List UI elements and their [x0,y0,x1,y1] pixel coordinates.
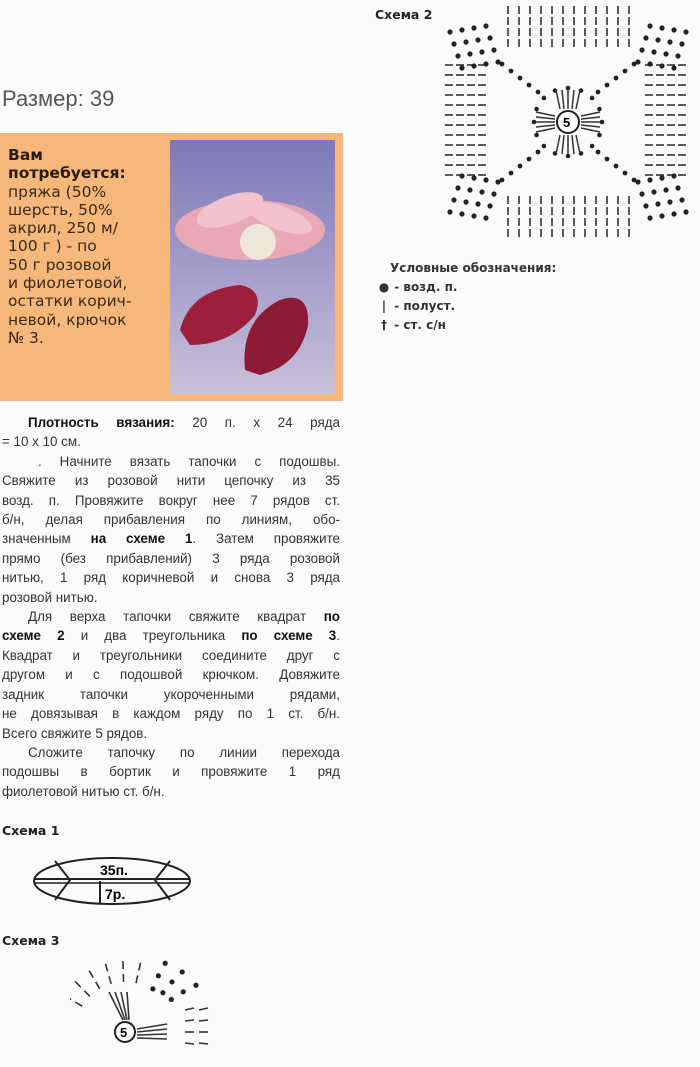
chain-dot [597,107,602,112]
chain-dot [663,51,668,56]
scheme2-center: 5 [563,115,571,130]
chain-dot [459,173,464,178]
stitch-mark [199,1043,208,1044]
materials-line: № 3. [8,328,44,347]
chain-dot [193,983,198,988]
text-segment: Сложите тапочку по линии перехода [28,744,340,760]
bold-text: Плотность вязания: [28,415,175,430]
chain-dot [463,39,468,44]
stitch-mark [70,995,71,999]
chain-dot [600,120,605,125]
legend-item [378,297,556,316]
text-line [2,704,340,723]
scheme1-diagram [30,855,195,910]
chain-dot [596,150,601,155]
text-line [2,588,340,607]
chain-dot [518,76,523,81]
chain-dot [475,37,480,42]
text-segment: другом и с подошвой крючком. Довяжите [2,667,340,683]
text-segment: розовой нитью. [2,589,98,605]
chain-dot [150,986,155,991]
text-segment: нитью, 1 ряд коричневой и снова 3 ряда [2,570,340,586]
text-segment: б/н, делая прибавления по линиям, обо- [2,512,340,528]
chain-dot [509,171,514,176]
chain-dot [671,211,676,216]
bold-text: по схеме 3 [241,628,337,644]
chain-dot [455,53,460,58]
chain-dot [447,209,452,214]
chain-dot [467,51,472,56]
legend-text: - ст. с/н [394,318,446,332]
chain-dot [542,96,547,101]
dc-stitch [137,1024,167,1029]
chain-dot [566,154,571,159]
chain-dot [566,86,571,91]
chain-dot [500,62,505,67]
text-segment: . Начните вязать тапочки с подошвы. [2,453,340,469]
dc-stitch [137,1029,167,1032]
chain-dot [459,27,464,32]
text-segment: задник тапочки укороченными рядами, [2,686,340,702]
chain-dot [169,997,174,1002]
dc-stitch [581,128,600,132]
chain-dot [451,41,456,46]
chain-dot [536,90,541,95]
text-segment: фиолетовой нитью ст. б/н. [2,783,165,799]
stitch-mark [199,1020,208,1021]
chain-dot [605,83,610,88]
chain-dot [532,120,537,125]
text-segment: и два треугольника [64,628,242,644]
bold-text: по [323,609,340,625]
legend [378,259,556,335]
text-segment: Для верха тапочки свяжите квадрат [28,609,324,625]
chain-dot [534,133,539,138]
text-line [2,432,340,451]
text-segment: подошвы в бортик и провяжите 1 ряд [2,764,340,780]
text-line [2,491,340,510]
stitch-mark [109,976,111,984]
chain-dot [471,175,476,180]
dc-stitch [576,90,580,109]
chain-dot [447,29,452,34]
instructions-text [2,413,340,801]
legend-symbol-icon: ● [378,280,390,294]
chain-dot [667,39,672,44]
legend-text: - возд. п. [394,280,458,294]
chain-dot [471,63,476,68]
materials-line: невой, крючок [8,310,127,329]
scheme3-label: Схема 3 [2,933,60,948]
text-line [2,568,340,587]
text-segment: 20 п. х 24 ряда [174,415,340,430]
text-line [2,549,340,568]
dc-stitch [572,135,574,154]
chain-dot [659,25,664,30]
scheme1-rows-label: 7р. [105,886,126,902]
text-line [2,724,340,743]
stitch-mark [199,1008,208,1010]
chain-dot [623,171,628,176]
chain-dot [659,63,664,68]
chain-dot [623,69,628,74]
text-segment: Всего свяжите 5 рядов. [2,725,148,741]
chain-dot [483,215,488,220]
stitch-mark [185,1020,194,1021]
materials-line: и фиолетовой, [8,274,128,293]
chain-dot [590,144,595,149]
chain-dot [647,177,652,182]
chain-dot [180,969,185,974]
dc-stitch [576,135,580,154]
chain-dot [463,199,468,204]
chain-dot [479,49,484,54]
chain-dot [491,47,496,52]
chain-dot [451,197,456,202]
chain-dot [536,150,541,155]
chain-dot [181,989,186,994]
chain-dot [632,62,637,67]
stitch-mark [89,971,93,978]
chain-dot [643,203,648,208]
chain-dot [459,65,464,70]
chain-dot [632,178,637,183]
chain-dot [527,83,532,88]
chain-dot [518,164,523,169]
chain-dot [647,215,652,220]
text-line [2,743,340,762]
chain-dot [655,201,660,206]
stitch-mark [136,975,138,983]
chain-dot [471,213,476,218]
chain-dot [651,49,656,54]
text-line [2,471,340,490]
text-segment: . [336,628,340,644]
stitch-mark [185,1043,194,1044]
materials-text [8,146,168,347]
text-segment: прямо (без прибавлений) 3 ряда розовой [2,550,340,566]
chain-dot [675,185,680,190]
scheme3-center: 5 [120,1025,128,1040]
materials-line: пряжа (50% [8,182,107,201]
chain-dot [479,189,484,194]
dc-stitch [572,90,574,109]
chain-dot [605,157,610,162]
dc-stitch [562,90,564,109]
text-segment: не довязывая в каждом ряду по 1 ст. б/н. [2,706,340,722]
stitch-mark [75,981,81,987]
dc-stitch [581,117,600,119]
dc-stitch [137,1038,167,1039]
dc-stitch [536,117,555,119]
chain-dot [663,187,668,192]
chain-dot [163,961,168,966]
chain-dot [683,209,688,214]
text-line [2,646,340,665]
dc-stitch [137,1034,167,1035]
text-line [2,607,340,626]
text-line [2,782,340,801]
scheme2-diagram [440,0,695,240]
stitch-mark [84,991,90,997]
chain-dot [679,41,684,46]
chain-dot [614,76,619,81]
materials-line: акрил, 250 м/ [8,219,118,238]
chain-dot [455,185,460,190]
text-line [2,685,340,704]
chain-dot [675,53,680,58]
chain-dot [467,187,472,192]
text-segment: Свяжите из розовой нити цепочку из 35 [2,473,340,489]
chain-dot [659,213,664,218]
dc-stitch [581,125,600,127]
chain-dot [596,90,601,95]
materials-line: шерсть, 50% [8,200,113,219]
stitch-mark [96,982,100,989]
chain-dot [509,69,514,74]
chain-dot [679,197,684,202]
text-segment: Квадрат и треугольники соедините друг с [2,647,340,663]
chain-dot [459,211,464,216]
legend-text: - полуст. [394,299,456,313]
chain-dot [671,173,676,178]
legend-item [378,278,556,297]
chain-dot [487,203,492,208]
chain-dot [643,35,648,40]
text-segment: возд. п. Провяжите вокруг нее 7 рядов ст. [2,492,340,508]
chain-dot [647,23,652,28]
scheme2-label: Схема 2 [375,7,433,22]
text-line [2,665,340,684]
chain-dot [683,29,688,34]
text-segment: = 10 х 10 см. [2,434,81,450]
chain-dot [491,191,496,196]
legend-symbol-icon: † [381,318,387,332]
legend-item [378,316,556,335]
chain-dot [534,107,539,112]
materials-line: 50 г розовой [8,255,112,274]
chain-dot [659,175,664,180]
chain-dot [527,157,532,162]
legend-symbol-icon: | [381,299,387,313]
chain-dot [651,189,656,194]
chain-dot [483,23,488,28]
dc-stitch [556,90,560,109]
chain-dot [639,191,644,196]
text-line [2,626,340,645]
stitch-mark [185,1008,194,1010]
dc-stitch [127,992,129,1020]
text-line [2,452,340,471]
text-line [2,762,340,781]
chain-dot [597,133,602,138]
dc-stitch [562,135,564,154]
bold-text: схеме 2 [2,628,65,644]
materials-heading: Вам [8,146,43,164]
bold-text: на схеме 1 [90,531,193,547]
chain-dot [639,47,644,52]
size-title: Размер: 39 [2,86,115,111]
scheme1-label: Схема 1 [2,823,60,838]
text-line [2,529,340,548]
chain-dot [156,973,161,978]
stitch-mark [139,963,141,971]
chain-dot [483,61,488,66]
scheme3-diagram [70,955,220,1067]
chain-dot [487,35,492,40]
chain-dot [542,144,547,149]
chain-dot [614,164,619,169]
slippers-photo [170,140,335,394]
chain-dot [671,65,676,70]
text-segment: значенным [2,531,91,547]
chain-dot [475,201,480,206]
dc-stitch [556,135,560,154]
chain-dot [655,37,660,42]
chain-dot [671,27,676,32]
materials-heading: потребуется: [8,164,126,183]
stitch-mark [105,964,107,972]
text-line [2,413,340,432]
dc-stitch [581,112,600,116]
materials-line: остатки корич- [8,292,132,311]
scheme1-chain-label: 35п. [100,862,128,878]
text-line [2,510,340,529]
text-segment: . Затем провяжите [192,531,341,547]
dc-stitch [536,112,555,116]
chain-dot [500,178,505,183]
materials-line: 100 г ) - по [8,237,97,256]
chain-dot [647,61,652,66]
chain-dot [471,25,476,30]
chain-dot [160,990,165,995]
chain-dot [169,979,174,984]
dc-stitch [536,125,555,127]
stitch-mark [75,1002,82,1006]
chain-dot [667,199,672,204]
dc-stitch [536,128,555,132]
chain-dot [483,177,488,182]
legend-title: Условные обозначения: [390,261,557,275]
chain-dot [590,96,595,101]
materials-list [8,183,168,348]
